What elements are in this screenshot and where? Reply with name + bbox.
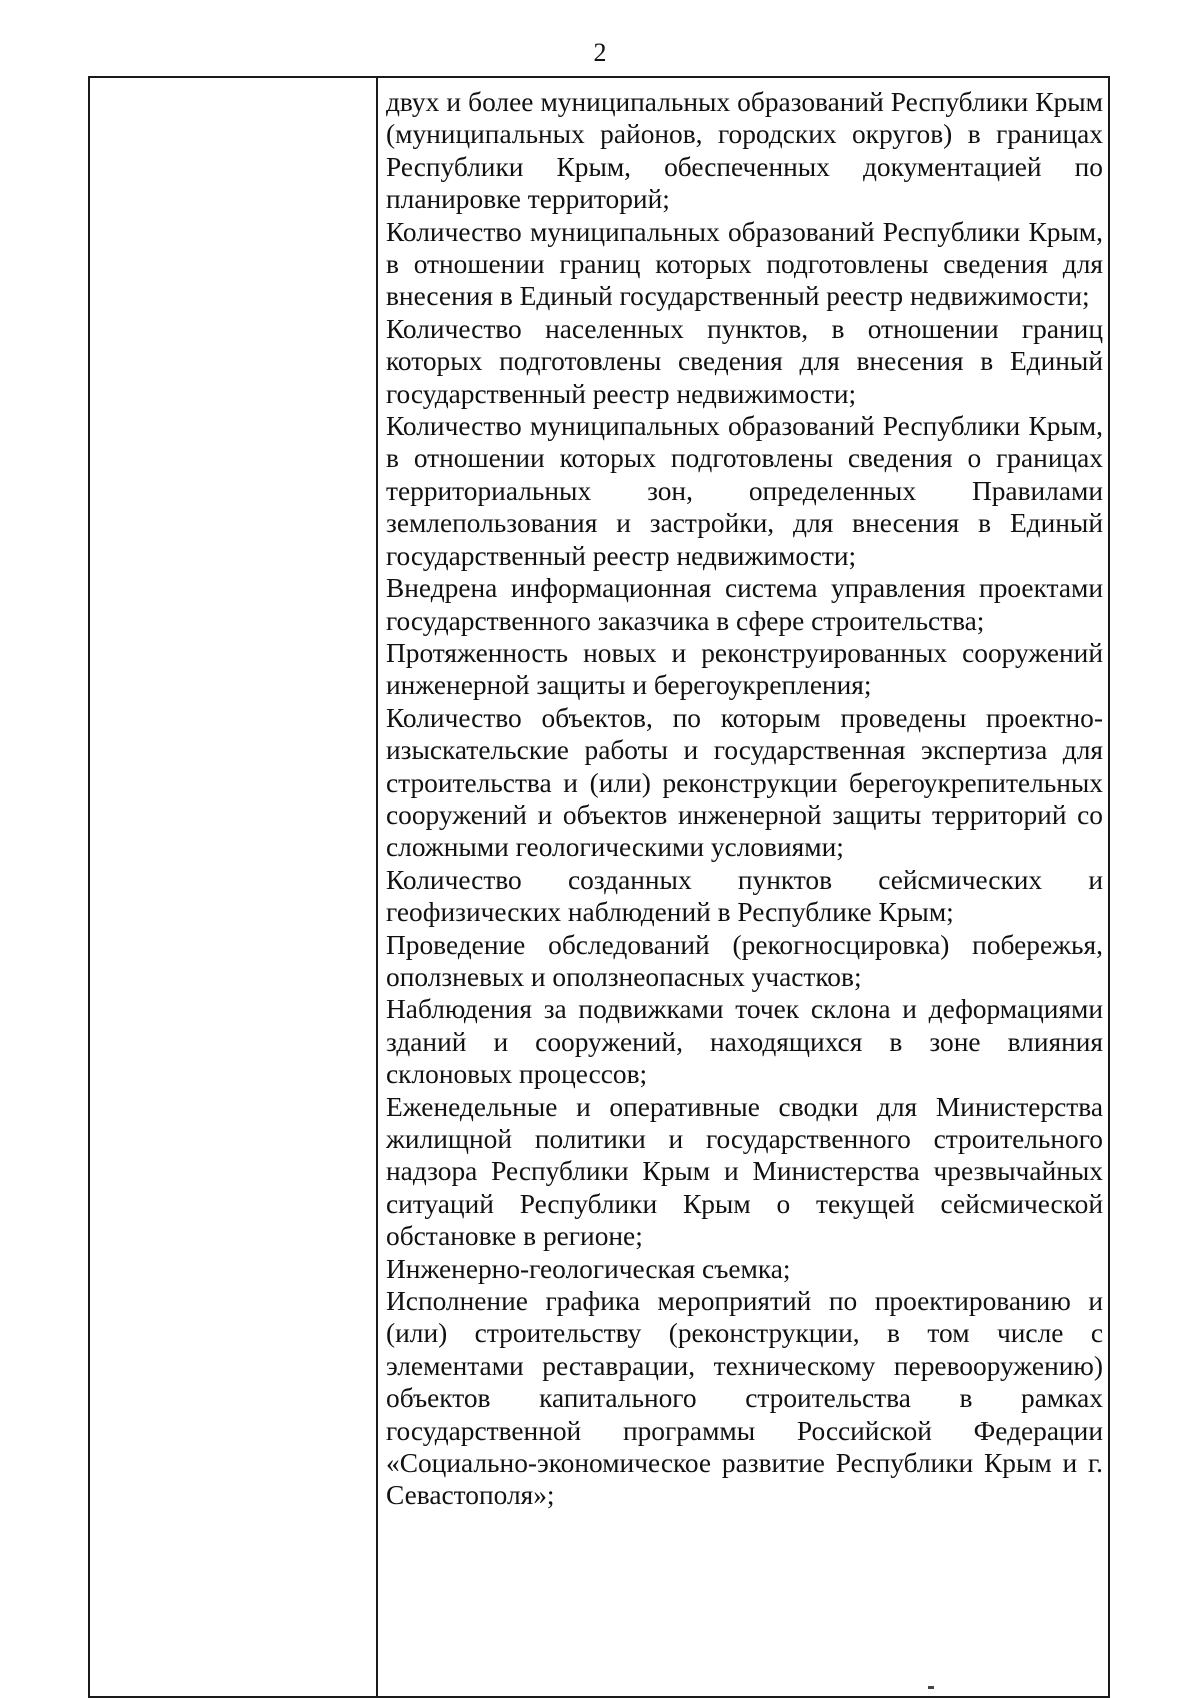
document-table: [88, 76, 1110, 1698]
paragraph-seismic-stations: Количество созданных пунктов сейсмических и геофизических наблюдений в Республике Крым;: [386, 864, 1103, 928]
paragraph-geological-survey: Инженерно-геологическая съемка;: [386, 1253, 791, 1284]
table-left-cell: [90, 78, 378, 1696]
paragraph-construction-schedule: Исполнение графика мероприятий по проектированию и (или) строительству (реконструкции, в том числе с элементами реставрации, техническому перевооружению) объектов капитального строительства в рамках государственной программы Российской Федерации «Социально-экономическое развитие Республики Крым и г. Севастополя»;: [386, 1286, 1103, 1511]
paragraph-coastal-protection-length: Протяженность новых и реконструированных сооружений инженерной защиты и берегоукрепления;: [386, 637, 1103, 701]
paragraph-slope-monitoring: Наблюдения за подвижками точек склона и деформациями зданий и сооружений, находящихся в зоне влияния склоновых процессов;: [386, 994, 1103, 1090]
paragraph-municipal-boundaries: Количество муниципальных образований Республики Крым, в отношении границ которых подготовлены сведения для внесения в Единый государственный реестр недвижимости;: [386, 216, 1103, 312]
paragraph-territorial-zones: Количество муниципальных образований Республики Крым, в отношении которых подготовлены сведения о границах территориальных зон, определенных Правилами землепользования и застройки, для внесения в Единый государственный реестр недвижимости;: [386, 411, 1103, 571]
paragraph-coast-surveys: Проведение обследований (рекогносцировка) побережья, оползневых и оползнеопасных участков;: [386, 929, 1103, 992]
table-right-cell: [378, 78, 1108, 1696]
paragraph-territory-planning: двух и более муниципальных образований Республики Крым (муниципальных районов, городских округов) в границах Республики Крым, обеспеченных документацией по планировке территорий;: [386, 87, 1103, 215]
paragraph-seismic-reports: Еженедельные и оперативные сводки для Министерства жилищной политики и государственного строительного надзора Республики Крым и Министерства чрезвычайных ситуаций Республики Крым о текущей сейсмической обстановке в регионе;: [386, 1091, 1103, 1252]
paragraph-information-system: Внедрена информационная система управления проектами государственного заказчика в сфере строительства;: [386, 573, 1103, 636]
page-number: 2: [593, 38, 607, 67]
paragraph-settlement-boundaries: Количество населенных пунктов, в отношении границ которых подготовлены сведения для внесения в Единый государственный реестр недвижимости;: [386, 313, 1103, 409]
paragraph-design-survey-objects: Количество объектов, по которым проведены проектно-изыскательские работы и государственная экспертиза для строительства и (или) реконструкции берегоукрепительных сооружений и объектов инженерной защиты территорий со сложными геологическими условиями;: [386, 702, 1103, 863]
scan-mark: [928, 1686, 934, 1689]
